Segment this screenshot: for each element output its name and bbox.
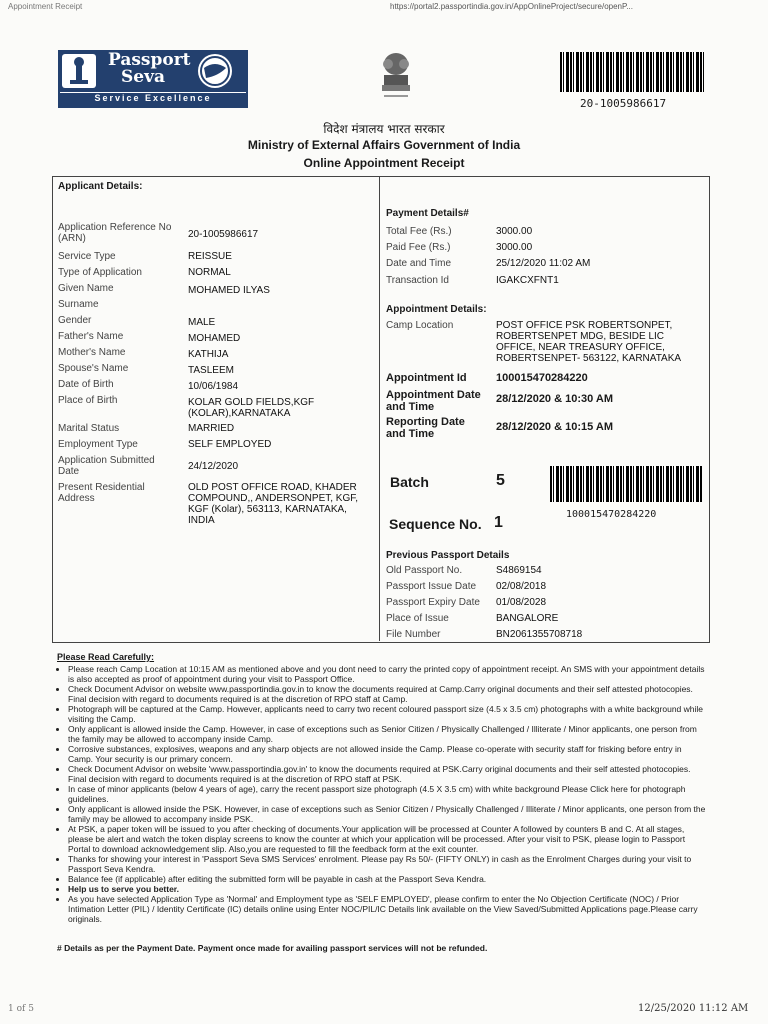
sequence-value: 1	[494, 514, 503, 531]
appointment-section-title: Appointment Details:	[386, 304, 487, 315]
field-label: Place of Birth	[58, 395, 118, 406]
field-value: 20-1005986617	[188, 229, 259, 240]
field-value: 25/12/2020 11:02 AM	[496, 258, 591, 269]
ministry-title: Ministry of External Affairs Government of India	[247, 138, 521, 152]
appointment-barcode	[550, 466, 702, 502]
field-value: S4869154	[496, 565, 542, 576]
appointment-id-label: Appointment Id	[386, 372, 467, 384]
camp-location-value: POST OFFICE PSK ROBERTSONPET, ROBERTSENPET MDG, BESIDE LIC OFFICE, NEAR TREASURY OFFICE, ROBERTSENPET- 563122, KARNATAKA	[496, 320, 682, 364]
applicant-section-title: Applicant Details:	[58, 181, 143, 192]
field-label: Given Name	[58, 283, 114, 294]
instruction-item: • Thanks for showing your interest in 'Passport Seva SMS Services' enrolment. Please pay Rs 50/- (FIFTY ONLY) in cash as the Enrolment Charges during your visit to Passport Seva Kendra.	[68, 854, 706, 874]
instruction-item: • Check Document Advisor on website 'www.passportindia.gov.in' to know the documents required at PSK.Carry original documents and their self attested photocopies. Final decision with regard to documents required is at the discretion of RPO staff at PSK.	[68, 764, 706, 784]
arn-barcode-text: 20-1005986617	[580, 97, 667, 110]
field-value: MARRIED	[188, 423, 235, 434]
field-value: KATHIJA	[188, 349, 229, 360]
appointment-barcode-text: 100015470284220	[566, 509, 657, 520]
field-label: Application Reference No (ARN)	[58, 222, 172, 244]
field-value: NORMAL	[188, 267, 231, 278]
field-value: 10/06/1984	[188, 381, 239, 392]
field-label: Spouse's Name	[58, 363, 129, 374]
field-value: MOHAMED ILYAS	[188, 285, 270, 296]
instruction-item: • Please reach Camp Location at 10:15 AM as mentioned above and you dont need to carry the printed copy of appointment receipt. An SMS with your appointment details is also accepted as proof of appointment during your visit to Passport Office.	[68, 664, 706, 684]
payment-section-title: Payment Details#	[386, 208, 469, 219]
field-value: REISSUE	[188, 251, 232, 262]
field-label: Father's Name	[58, 331, 124, 342]
globe-icon	[198, 54, 232, 88]
field-value: BANGALORE	[496, 613, 559, 624]
instruction-item: • In case of minor applicants (below 4 years of age), carry the recent passport size photograph (4.5 X 3.5 cm) with white background Please Click here for photograph guidelines.	[68, 784, 706, 804]
field-value: MALE	[188, 317, 216, 328]
field-label: Paid Fee (Rs.)	[386, 242, 451, 253]
field-label: Surname	[58, 299, 99, 310]
field-value: BN2061355708718	[496, 629, 583, 640]
instruction-item: • Corrosive substances, explosives, weapons and any sharp objects are not allowed inside the Camp. Please co-operate with security staff for frisking before entry in Camp. Your security is our primary concern.	[68, 744, 706, 764]
print-url: https://portal2.passportindia.gov.in/AppOnlineProject/secure/openP...	[390, 2, 633, 11]
camp-location-label: Camp Location	[386, 320, 454, 331]
field-value: 3000.00	[496, 242, 533, 253]
instruction-item: • Only applicant is allowed inside the Camp. However, in case of exceptions such as Senior Citizen / Physically Challenged / Illiterate / Minor applicants, one person from the family may be allowed to accompany inside Camp.	[68, 724, 706, 744]
print-page-title: Appointment Receipt	[8, 2, 83, 11]
batch-label: Batch	[390, 474, 429, 490]
field-value: 02/08/2018	[496, 581, 547, 592]
instruction-item: • Photograph will be captured at the Camp. However, applicants need to carry two recent coloured passport size (4.5 x 3.5 cm) photographs with a white background while visiting the Camp.	[68, 704, 706, 724]
national-emblem-icon	[378, 50, 414, 108]
field-value: TASLEEM	[188, 365, 234, 376]
field-value: SELF EMPLOYED	[188, 439, 272, 450]
field-label: Employment Type	[58, 439, 138, 450]
appointment-id-value: 100015470284220	[496, 372, 588, 384]
field-label: Date and Time	[386, 258, 452, 269]
field-label: Mother's Name	[58, 347, 126, 358]
emblem-icon	[62, 54, 96, 88]
field-label: Service Type	[58, 251, 116, 262]
field-label: Transaction Id	[386, 275, 449, 286]
instruction-item: • Check Document Advisor on website www.passportindia.gov.in to know the documents required at Camp.Carry original documents and their self attested photocopies. Final decision with regard to documents required is at the discretion of RPO staff at Camp.	[68, 684, 706, 704]
field-value: 3000.00	[496, 226, 533, 237]
print-timestamp: 12/25/2020 11:12 AM	[638, 1003, 749, 1014]
logo-tagline: Service Excellence	[60, 92, 246, 106]
instruction-item: • As you have selected Application Type as 'Normal' and Employment type as 'SELF EMPLOYED', please confirm to enter the No Objection Certificate (NOC) / Prior Intimation Letter (PIL) / Identity Certificate (IC) details online using Enter NOC/PIL/IC Details link available on the View Saved/Submitted Applications page.Please carry originals.	[68, 894, 706, 924]
field-label: Passport Issue Date	[386, 581, 477, 592]
instruction-item: • Balance fee (if applicable) after editing the submitted form will be payable in cash at the Passport Seva Kendra.	[68, 874, 706, 884]
appointment-date-label: Appointment Date and Time	[386, 389, 481, 413]
appointment-date-value: 28/12/2020 & 10:30 AM	[496, 393, 613, 405]
field-value: 24/12/2020	[188, 461, 239, 472]
previous-passport-title: Previous Passport Details	[386, 550, 510, 561]
field-label: Place of Issue	[386, 613, 449, 624]
field-value: OLD POST OFFICE ROAD, KHADER COMPOUND,, ANDERSONPET, KGF, KGF (Kolar), 563113, KARNATAKA, INDIA	[188, 482, 359, 526]
field-label: Old Passport No.	[386, 565, 463, 576]
details-box	[52, 176, 710, 643]
field-value: MOHAMED	[188, 333, 241, 344]
passport-seva-logo	[58, 50, 248, 108]
field-label: File Number	[386, 629, 441, 640]
page-number: 1 of 5	[8, 1004, 34, 1014]
field-label: Application Submitted Date	[58, 455, 155, 477]
batch-value: 5	[496, 472, 505, 489]
field-label: Gender	[58, 315, 92, 326]
field-value: IGAKCXFNT1	[496, 275, 559, 286]
field-label: Total Fee (Rs.)	[386, 226, 452, 237]
field-label: Passport Expiry Date	[386, 597, 480, 608]
instruction-item: • At PSK, a paper token will be issued to you after checking of documents.Your application will be processed at Counter A followed by counters B and C. At all stages, please be alert and watch the token display screens to know the counter at which your application will be processed. After your visit to PSK, please login to Passport Portal to download acknowledgement slip. Also,you are requested to fill the feedback form at the exit counter.	[68, 824, 706, 854]
hindi-title: विदेश मंत्रालय भारत सरकार	[323, 122, 445, 136]
field-label: Marital Status	[58, 423, 120, 434]
payment-footnote: # Details as per the Payment Date. Payment once made for availing passport services will not be refunded.	[57, 943, 488, 953]
field-value: KOLAR GOLD FIELDS,KGF (KOLAR),KARNATAKA	[188, 397, 315, 419]
field-label: Present Residential Address	[58, 482, 145, 504]
instruction-item: • Only applicant is allowed inside the PSK. However, in case of exceptions such as Senior Citizen / Physically Challenged / Illiterate / Minor applicants, one person from the family may be allowed to accompany inside PSK.	[68, 804, 706, 824]
field-label: Date of Birth	[58, 379, 114, 390]
reporting-date-value: 28/12/2020 & 10:15 AM	[496, 421, 613, 433]
instructions-title: Please Read Carefully:	[57, 652, 155, 662]
reporting-date-label: Reporting Date and Time	[386, 416, 465, 440]
instruction-item: • Help us to serve you better.	[68, 884, 706, 894]
arn-barcode	[560, 52, 704, 92]
column-divider	[379, 176, 380, 641]
field-value: 01/08/2028	[496, 597, 547, 608]
field-label: Type of Application	[58, 267, 142, 278]
logo-title: Passport Seva	[108, 50, 191, 87]
instructions-list	[56, 664, 706, 924]
sequence-label: Sequence No.	[389, 516, 482, 532]
receipt-title: Online Appointment Receipt	[303, 156, 465, 170]
